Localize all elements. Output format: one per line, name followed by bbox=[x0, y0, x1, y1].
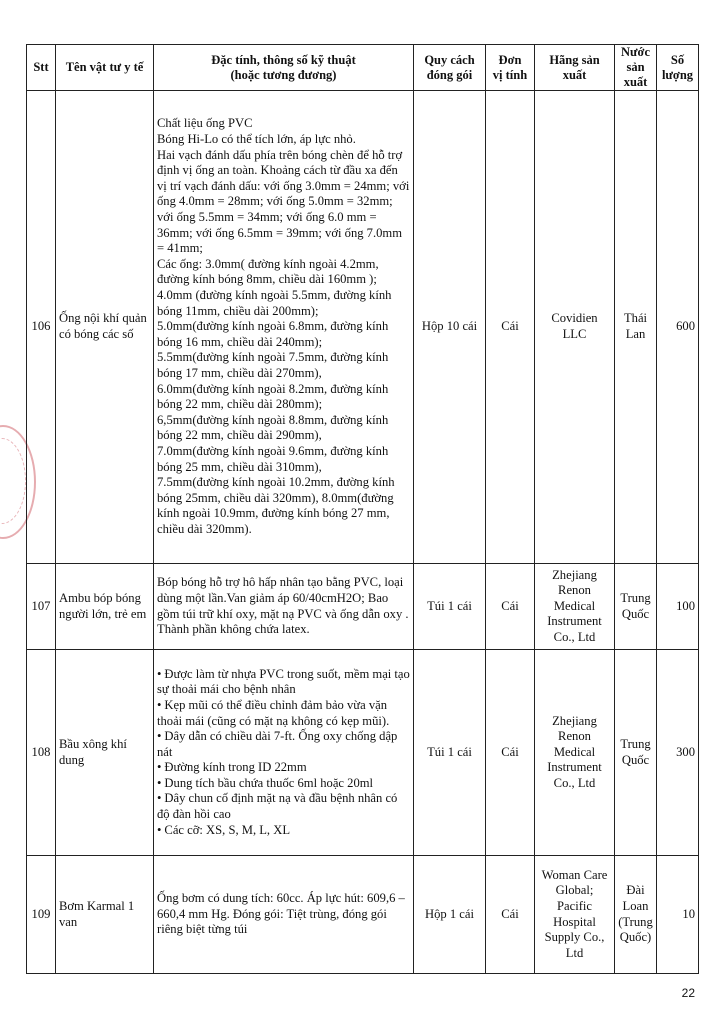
row-spec bbox=[154, 564, 414, 650]
table-row bbox=[27, 856, 699, 974]
row-name: Ống nội khí quản có bóng các số bbox=[56, 91, 154, 564]
bullet-item: • Được làm từ nhựa PVC trong suốt, mềm mại tạo sự thoải mái cho bệnh nhân bbox=[157, 666, 410, 697]
row-qty: 10 bbox=[657, 856, 699, 974]
row-name: Ambu bóp bóng người lớn, trẻ em bbox=[56, 564, 154, 650]
bullet-item: • Kẹp mũi có thể điều chỉnh đảm bảo vừa vặn thoải mái (cũng có mặt nạ không có kẹp mũi). bbox=[157, 697, 390, 728]
row-name: Bầu xông khí dung bbox=[56, 650, 154, 856]
bullet-item: • Dây dẫn có chiều dài 7-ft. Ống oxy chống dập nát bbox=[157, 729, 398, 759]
row-pack: Hộp 10 cái bbox=[414, 91, 486, 564]
header-spec: Đặc tính, thông số kỹ thuật (hoặc tương đương) bbox=[154, 45, 414, 91]
row-maker: Covidien LLC bbox=[535, 91, 615, 564]
row-stt: 107 bbox=[27, 564, 56, 650]
header-stt: Stt bbox=[27, 45, 56, 91]
spec-line: Hai vạch đánh dấu phía trên bóng chèn để hỗ trợ định vị ống an toàn. Khoảng cách từ đầu xa đến vị trí vạch đánh dấu: với ống 3.0mm = 24mm; với ống 4.0mm = 28mm; với ống 5.0mm = 32mm; với ống 5.5mm = 34mm; với ống 6.0 mm = 36mm; với ống 6.5mm = 39mm; với ống 7.0mm = 41mm; bbox=[157, 147, 410, 256]
bullet-icon: • bbox=[157, 822, 162, 837]
row-country: Trung Quốc bbox=[615, 564, 657, 650]
spec-line: 5.5mm(đường kính ngoài 7.5mm, đường kính bóng 17 mm, chiều dài 270mm), bbox=[157, 350, 389, 380]
table-header-row bbox=[27, 45, 699, 91]
row-name: Bơm Karmal 1 van bbox=[56, 856, 154, 974]
spec-line: 7.0mm(đường kính ngoài 9.6mm, đường kính bóng 25 mm, chiều dài 310mm), bbox=[157, 443, 389, 474]
spec-line: Ống bơm có dung tích: 60cc. Áp lực hút: 609,6 – 660,4 mm Hg. Đóng gói: Tiệt trùng, đóng gói riêng biệt từng túi bbox=[157, 891, 405, 937]
spec-line: 5.0mm(đường kính ngoài 6.8mm, đường kính bóng 16 mm, chiều dài 240mm); bbox=[157, 319, 389, 349]
row-spec bbox=[154, 91, 414, 564]
spec-line: Chất liệu ống PVC bbox=[157, 116, 253, 131]
bullet-icon: • bbox=[157, 729, 162, 744]
row-maker: Zhejiang Renon Medical Instrument Co., Ltd bbox=[535, 650, 615, 856]
spec-line: Các ống: 3.0mm( đường kính ngoài 4.2mm, đường kính bóng 8mm, chiều dài 160mm ); bbox=[157, 256, 379, 287]
spec-line: 6.0mm(đường kính ngoài 8.2mm, đường kính bóng 22 mm, chiều dài 280mm); bbox=[157, 381, 389, 412]
row-pack: Túi 1 cái bbox=[414, 564, 486, 650]
row-spec bbox=[154, 856, 414, 974]
row-pack: Túi 1 cái bbox=[414, 650, 486, 856]
header-unit: Đơn vị tính bbox=[486, 45, 535, 91]
row-qty: 100 bbox=[657, 564, 699, 650]
row-spec bbox=[154, 650, 414, 856]
row-maker: Zhejiang Renon Medical Instrument Co., Ltd bbox=[535, 564, 615, 650]
row-unit: Cái bbox=[486, 564, 535, 650]
row-unit: Cái bbox=[486, 856, 535, 974]
row-unit: Cái bbox=[486, 91, 535, 564]
bullet-icon: • bbox=[157, 697, 162, 712]
row-country: Thái Lan bbox=[615, 91, 657, 564]
row-maker: Woman Care Global; Pacific Hospital Supply Co., Ltd bbox=[535, 856, 615, 974]
bullet-icon: • bbox=[157, 791, 162, 806]
table-row bbox=[27, 650, 699, 856]
header-country: Nước sản xuất bbox=[615, 45, 657, 91]
bullet-icon: • bbox=[157, 666, 162, 681]
supplies-table bbox=[26, 44, 699, 974]
spec-line: Bóng Hi-Lo có thể tích lớn, áp lực nhỏ. bbox=[157, 132, 356, 147]
header-qty: Số lượng bbox=[657, 45, 699, 91]
row-qty: 600 bbox=[657, 91, 699, 564]
row-stt: 109 bbox=[27, 856, 56, 974]
row-qty: 300 bbox=[657, 650, 699, 856]
bullet-item: • Dung tích bầu chứa thuốc 6ml hoặc 20ml bbox=[157, 775, 374, 790]
row-unit: Cái bbox=[486, 650, 535, 856]
row-pack: Hộp 1 cái bbox=[414, 856, 486, 974]
spec-line: Bóp bóng hỗ trợ hô hấp nhân tạo bằng PVC, loại dùng một lần.Van giảm áp 60/40cmH2O; Bao gồm túi trữ khí oxy, mặt nạ PVC và ống dẫn oxy . Thành phần không chứa latex. bbox=[157, 575, 409, 637]
row-stt: 106 bbox=[27, 91, 56, 564]
bullet-icon: • bbox=[157, 760, 162, 775]
header-name: Tên vật tư y tế bbox=[56, 45, 154, 91]
bullet-item: • Dây chun cố định mặt nạ và đầu bệnh nhân có độ đàn hồi cao bbox=[157, 791, 398, 822]
table-row bbox=[27, 564, 699, 650]
row-country: Đài Loan (Trung Quốc) bbox=[615, 856, 657, 974]
bullet-item: • Đường kính trong ID 22mm bbox=[157, 760, 307, 775]
header-pack: Quy cách đóng gói bbox=[414, 45, 486, 91]
header-maker: Hãng sản xuất bbox=[535, 45, 615, 91]
bullet-icon: • bbox=[157, 775, 162, 790]
table-row bbox=[27, 91, 699, 564]
spec-line: 6,5mm(đường kính ngoài 8.8mm, đường kính bóng 22 mm, chiều dài 290mm), bbox=[157, 412, 389, 443]
row-country: Trung Quốc bbox=[615, 650, 657, 856]
spec-line: 7.5mm(đường kính ngoài 10.2mm, đường kính bóng 25mm, chiều dài 320mm), 8.0mm(đường kính ngoài 10.9mm, đường kính bóng 27 mm, chiều dài 320mm). bbox=[157, 475, 395, 536]
row-stt: 108 bbox=[27, 650, 56, 856]
page-number: 22 bbox=[681, 986, 695, 1000]
spec-line: 4.0mm (đường kính ngoài 5.5mm, đường kính bóng 11mm, chiều dài 200mm); bbox=[157, 288, 392, 318]
bullet-item: • Các cỡ: XS, S, M, L, XL bbox=[157, 822, 291, 837]
